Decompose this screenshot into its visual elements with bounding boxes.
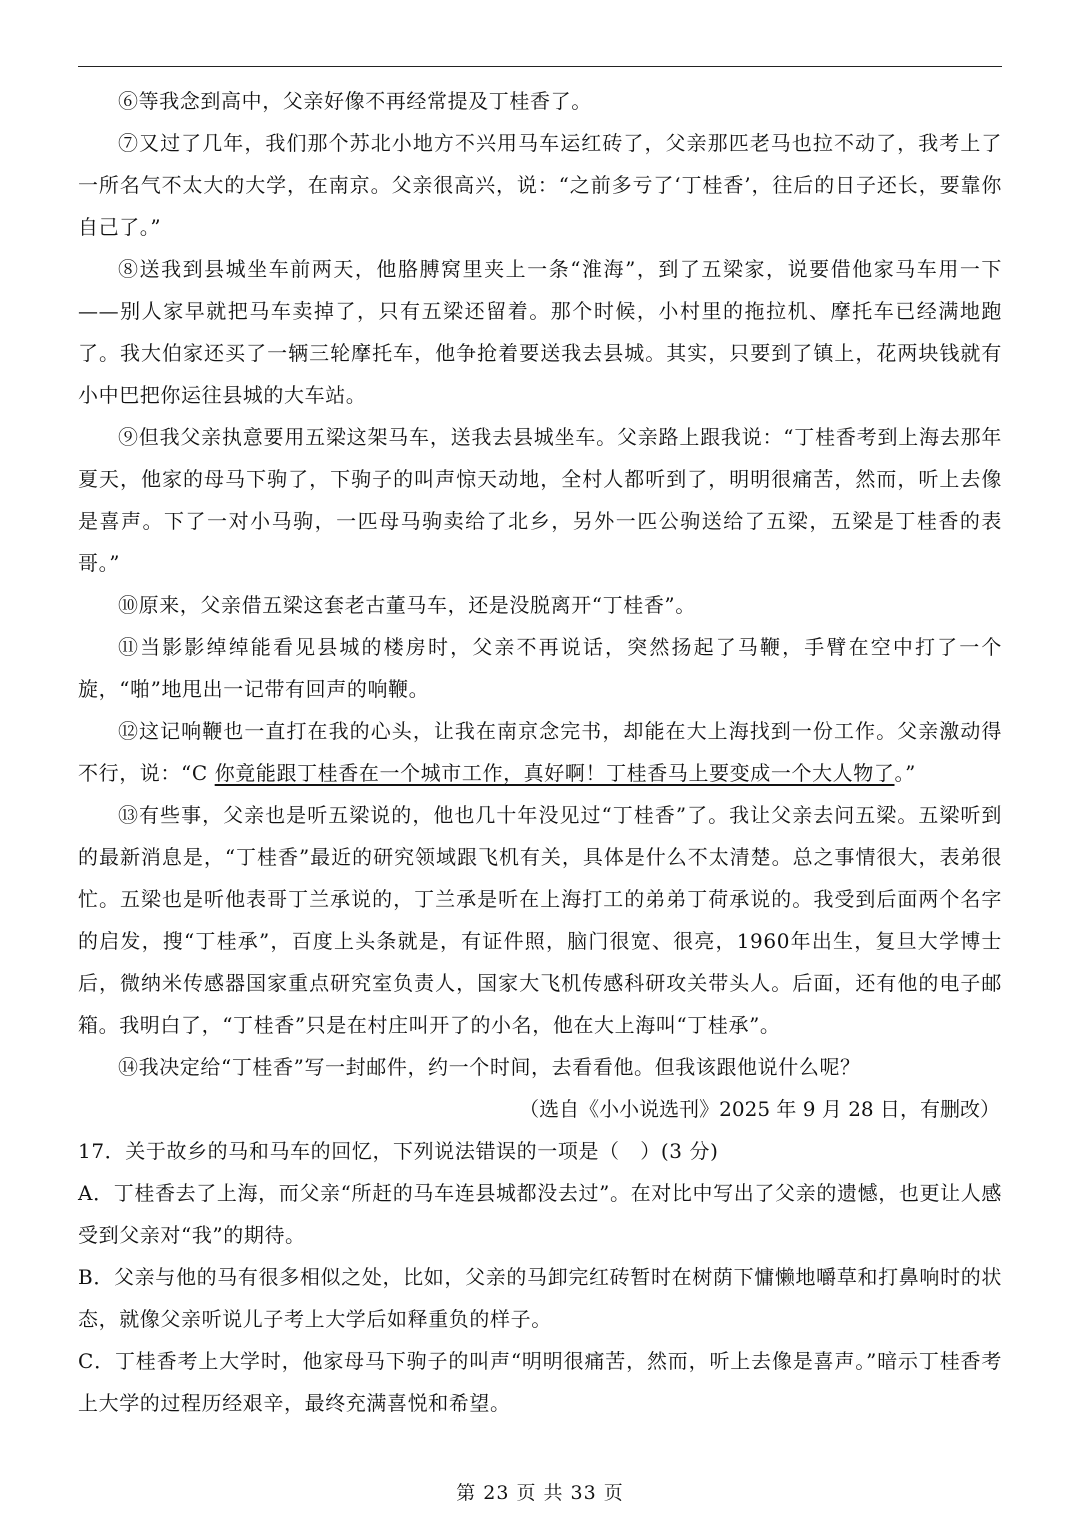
question-17-stem: 17．关于故乡的马和马车的回忆，下列说法错误的一项是（ ）(3 分) [78, 1139, 719, 1163]
option-c: C．丁桂香考上大学时，他家母马下驹子的叫声“明明很痛苦，然而，听上去像是喜声。”暗示丁桂香考上大学的过程历经艰辛，最终充满喜悦和希望。 [78, 1349, 1002, 1415]
paragraph-13: ⑬有些事，父亲也是听五梁说的，他也几十年没见过“丁桂香”了。我让父亲去问五梁。五梁听到的最新消息是，“丁桂香”最近的研究领域跟飞机有关，具体是什么不太清楚。总之事情很大，表弟很忙。五梁也是听他表哥丁兰承说的，丁兰承是听在上海打工的弟弟丁荷承说的。我受到后面两个名字的启发，搜“丁桂承”，百度上头条就是，有证件照，脑门很宽、很亮，1960年出生，复旦大学博士后，微纳米传感器国家重点研究室负责人，国家大飞机传感科研攻关带头人。后面，还有他的电子邮箱。我明白了，“丁桂香”只是在村庄叫开了的小名，他在大上海叫“丁桂承”。 [78, 803, 1002, 1037]
option-a: A．丁桂香去了上海，而父亲“所赶的马车连县城都没去过”。在对比中写出了父亲的遗憾，也更让人感受到父亲对“我”的期待。 [78, 1181, 1002, 1247]
source-citation: （选自《小小说选刊》2025 年 9 月 28 日，有删改） [519, 1097, 1000, 1121]
paragraph-12-end: 。” [894, 761, 916, 785]
paragraph-6: ⑥等我念到高中，父亲好像不再经常提及丁桂香了。 [118, 89, 592, 113]
header-rule [78, 66, 1002, 67]
paragraph-11: ⑪当影影绰绰能看见县城的楼房时，父亲不再说话，突然扬起了马鞭，手臂在空中打了一个旋，“啪”地甩出一记带有回声的响鞭。 [78, 635, 1002, 701]
page-number: 第 23 页 共 33 页 [456, 1482, 624, 1504]
paragraph-14: ⑭我决定给“丁桂香”写一封邮件，约一个时间，去看看他。但我该跟他说什么呢？ [118, 1055, 861, 1079]
option-b: B．父亲与他的马有很多相似之处，比如，父亲的马卸完红砖暂时在树荫下慵懒地嚼草和打鼻响时的状态，就像父亲听说儿子考上大学后如释重负的样子。 [78, 1265, 1002, 1331]
underlined-sentence-c: 你竟能跟丁桂香在一个城市工作，真好啊！丁桂香马上要变成一个大人物了 [214, 761, 895, 785]
paragraph-7: ⑦又过了几年，我们那个苏北小地方不兴用马车运红砖了，父亲那匹老马也拉不动了，我考上了一所名气不太大的大学，在南京。父亲很高兴，说：“之前多亏了‘丁桂香’，往后的日子还长，要靠你自己了。” [78, 131, 1002, 239]
document-body [78, 80, 1002, 1424]
paragraph-8: ⑧送我到县城坐车前两天，他胳膊窝里夹上一条“淮海”，到了五梁家，说要借他家马车用一下——别人家早就把马车卖掉了，只有五梁还留着。那个时候，小村里的拖拉机、摩托车已经满地跑了。我大伯家还买了一辆三轮摩托车，他争抢着要送我去县城。其实，只要到了镇上，花两块钱就有小中巴把你运往县城的大车站。 [78, 257, 1002, 407]
paragraph-12 [78, 710, 1002, 794]
paragraph-9: ⑨但我父亲执意要用五梁这架马车，送我去县城坐车。父亲路上跟我说：“丁桂香考到上海去那年夏天，他家的母马下驹了，下驹子的叫声惊天动地，全村人都听到了，明明很痛苦，然而，听上去像是喜声。下了一对小马驹，一匹母马驹卖给了北乡，另外一匹公驹送给了五梁，五梁是丁桂香的表哥。” [78, 425, 1002, 575]
paragraph-12-text: ⑫这记响鞭也一直打在我的心头，让我在南京念完书，却能在大上海找到一份工作。父亲激动得不行，说：“C [78, 719, 1002, 785]
paragraph-10: ⑩原来，父亲借五梁这套老古董马车，还是没脱离开“丁桂香”。 [118, 593, 696, 617]
